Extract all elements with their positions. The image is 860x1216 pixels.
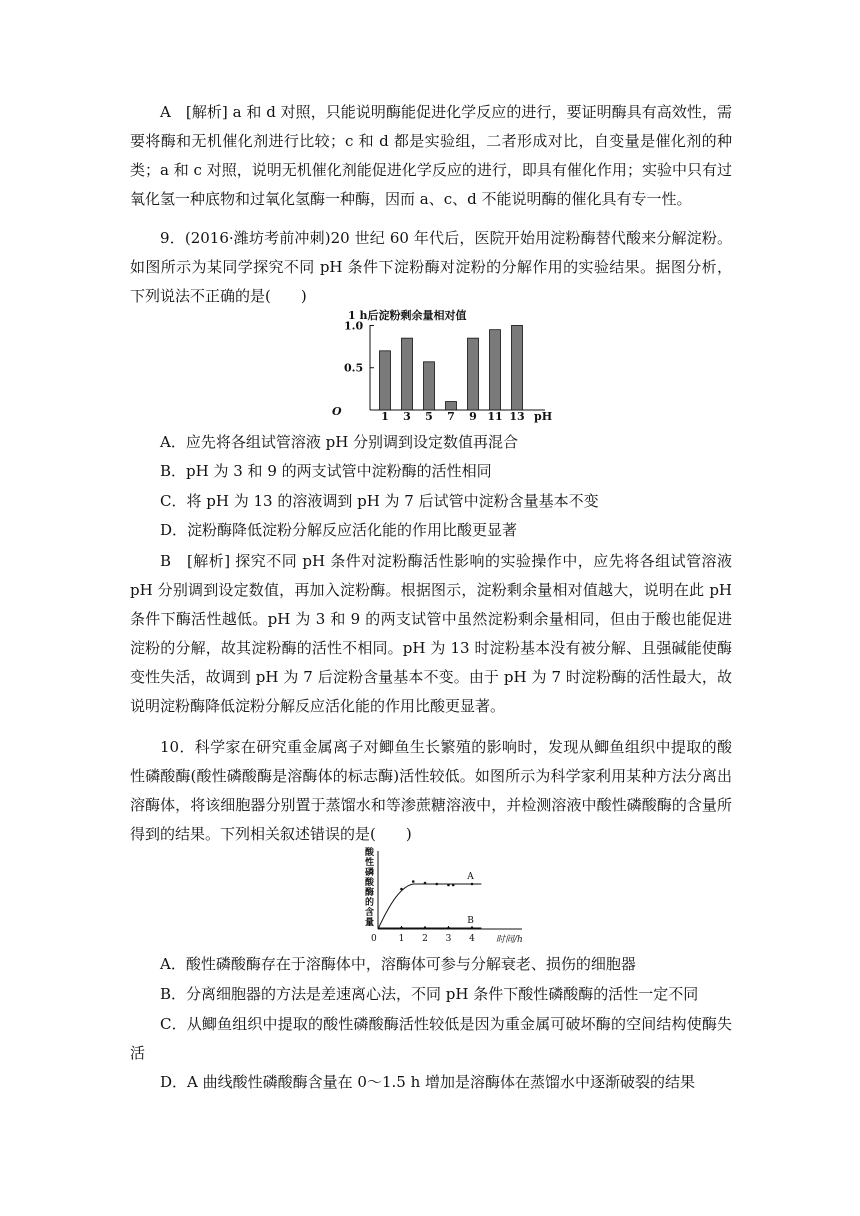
chart2-ylabel-char: 性 <box>365 858 375 868</box>
chart2-series-a-point <box>424 882 427 885</box>
q10-stem: 10．科学家在研究重金属离子对鲫鱼生长繁殖的影响时，发现从鲫鱼组织中提取的酸性磷酸酶(酸性磷酸酶是溶酶体的标志酶)活性较低。如图所示为科学家利用某种方法分离出溶酶体，将该细胞器分别置于蒸馏水和等渗蔗糖溶液中，并检测溶液中酸性磷酸酶的含量所得到的结果。下列相关叙述错误的是( ) <box>130 738 732 843</box>
q9-stem: 9．(2016·潍坊考前冲刺)20 世纪 60 年代后，医院开始用淀粉酶替代酸来分解淀粉。如图所示为某同学探究不同 pH 条件下淀粉酶对淀粉的分解作用的实验结果。据图分析，下列说法不正确的是( ) <box>130 229 732 305</box>
q9-answer: B [解析] 探究不同 pH 条件对淀粉酶活性影响的实验操作中，应先将各组试管溶液 pH 分别调到设定数值，再加入淀粉酶。根据图示，淀粉剩余量相对值越大，说明在此 pH 条件下酶活性越低。pH 为 3 和 9 的两支试管中虽然淀粉剩余量相同，但由于酸也能促进淀粉的分解，故其淀粉酶的活性不相同。pH 为 13 时淀粉基本没有被分解、且强碱能使酶变性失活，故调到 pH 为 7 后淀粉含量基本不变。由于 pH 为 7 时淀粉酶的活性最大，故说明淀粉酶降低淀粉分解反应活化能的作用比酸更显著。 <box>130 552 732 715</box>
q10-option-c: C．从鲫鱼组织中提取的酸性磷酸酶活性较低是因为重金属可破坏酶的空间结构使酶失活 <box>130 1015 732 1062</box>
chart2-series-b-point <box>400 927 403 930</box>
q8-answer: A [解析] a 和 d 对照，只能说明酶能促进化学反应的进行，要证明酶具有高效性，需要将酶和无机催化剂进行比较；c 和 d 都是实验组，二者形成对比，自变量是催化剂的种类；a 和 c 对照，说明无机催化剂能促进化学反应的进行，即具有催化作用；实验中只有过氧化氢一种底物和过氧化氢酶一种酶，因而 a、c、d 不能说明酶的催化具有专一性。 <box>130 103 732 208</box>
chart2-xtick-label: 3 <box>445 934 452 944</box>
chart2-series-a-point <box>452 884 455 887</box>
chart2-ylabel <box>364 846 375 928</box>
chart2-series-a-line <box>378 884 481 929</box>
chart1-origin-label: O <box>332 405 342 418</box>
chart1-ylabel: 1 h后淀粉剩余量相对值 <box>348 309 467 322</box>
chart1-bar <box>446 402 457 410</box>
chart2-series-a-point <box>412 880 415 883</box>
chart2-series-a-point <box>435 883 438 886</box>
chart2-xtick-label: 4 <box>469 934 475 944</box>
chart2-ylabel-char: 量 <box>365 918 375 928</box>
q9-option-b: B．pH 为 3 和 9 的两支试管中淀粉酶的活性相同 <box>160 462 492 480</box>
q10-option-d: D．A 曲线酸性磷酸酶含量在 0～1.5 h 增加是溶酶体在蒸馏水中逐渐破裂的结果 <box>160 1073 695 1091</box>
chart2-ylabel-char: 的 <box>365 898 375 908</box>
chart2-series-a-point <box>471 883 474 886</box>
chart1-xtick-label: 3 <box>403 410 411 423</box>
chart1-xlabel: pH <box>534 410 553 423</box>
chart2-series-a-label: A <box>467 872 474 882</box>
chart2-xlabel: 时间/h <box>496 935 523 945</box>
chart2-ylabel-char: 含 <box>365 908 375 918</box>
chart2-ylabel-char: 酶 <box>365 888 375 898</box>
chart1-bar <box>468 338 479 410</box>
chart1-bar <box>402 338 413 410</box>
chart2-ylabel-char: 酸 <box>365 878 375 888</box>
chart1-bar <box>380 351 391 410</box>
chart2-ylabel-char: 磷 <box>365 868 375 878</box>
chart2-ylabel-char: 酸 <box>365 848 375 858</box>
chart2-origin-label: 0 <box>371 934 377 944</box>
q9-bar-chart <box>330 307 560 427</box>
chart1-ytick-label: 0.5 <box>344 361 364 375</box>
chart1-xtick-label: 5 <box>425 410 433 423</box>
q9-option-a: A．应先将各组试管溶液 pH 分别调到设定数值再混合 <box>160 433 519 451</box>
chart1-bar <box>512 325 523 410</box>
chart1-xtick-label: 13 <box>509 410 525 423</box>
chart1-xtick-label: 11 <box>487 410 503 423</box>
chart2-series-a-point <box>400 888 403 891</box>
q9-option-d: D．淀粉酶降低淀粉分解反应活化能的作用比酸更显著 <box>160 521 518 539</box>
q10-line-chart <box>362 843 532 948</box>
chart1-ytick-label: 1.0 <box>344 319 364 333</box>
chart2-series-b-point <box>471 927 474 930</box>
chart2-series-a-point <box>447 884 450 887</box>
chart2-xtick-label: 1 <box>398 934 405 944</box>
chart1-bar <box>490 330 501 410</box>
chart2-series-b-point <box>447 927 450 930</box>
chart2-series-b-label: B <box>467 916 474 926</box>
chart1-xtick-label: 9 <box>469 410 477 423</box>
chart2-series-b-point <box>424 927 427 930</box>
chart1-xtick-label: 7 <box>447 410 455 423</box>
q10-option-a: A．酸性磷酸酶存在于溶酶体中，溶酶体可参与分解衰老、损伤的细胞器 <box>160 955 636 973</box>
chart1-xtick-label: 1 <box>381 410 389 423</box>
chart1-bar <box>424 362 435 410</box>
chart2-xtick-label: 2 <box>422 934 428 944</box>
q10-option-b: B．分离细胞器的方法是差速离心法，不同 pH 条件下酸性磷酸酶的活性一定不同 <box>160 985 699 1003</box>
q9-option-c: C．将 pH 为 13 的溶液调到 pH 为 7 后试管中淀粉含量基本不变 <box>160 492 599 510</box>
